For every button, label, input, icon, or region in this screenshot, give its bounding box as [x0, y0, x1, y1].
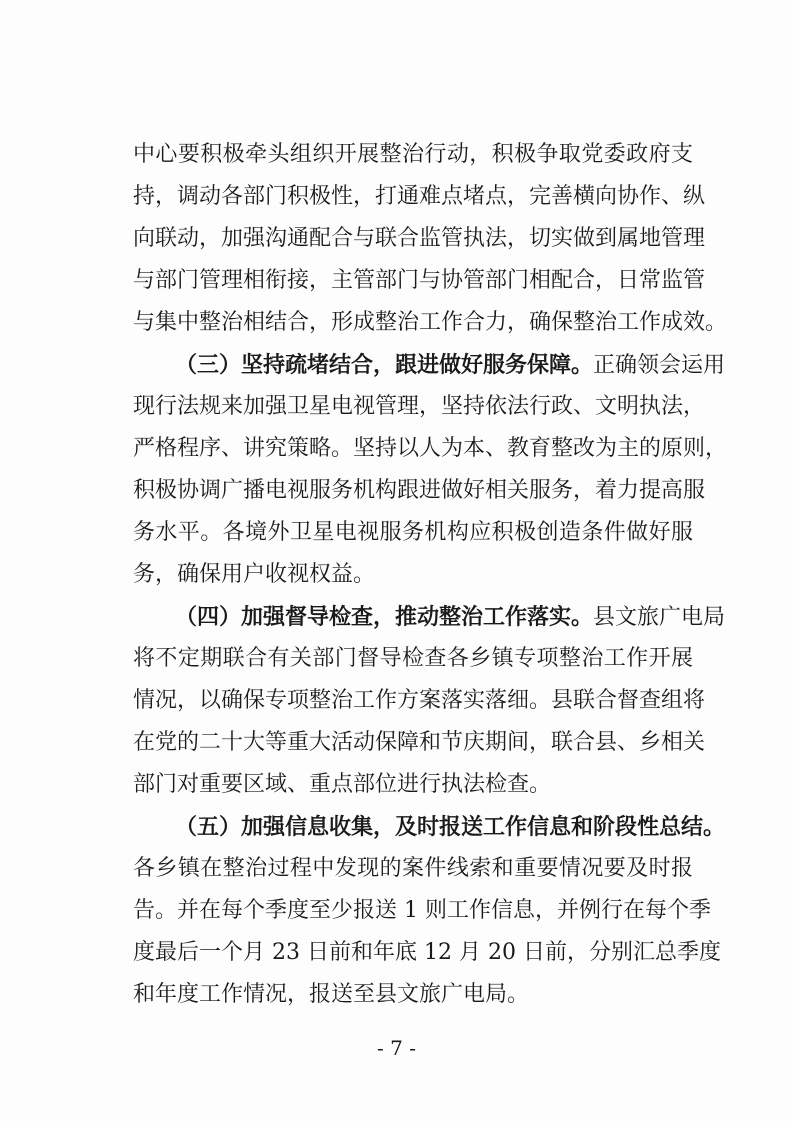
body-line: 积极协调广播电视服务机构跟进做好相关服务，着力提高服 — [133, 478, 706, 503]
body-line: 严格程序、讲究策略。坚持以人为本、教育整改为主的原则， — [133, 436, 728, 461]
section-text: 正确领会运用 — [593, 353, 726, 378]
body-line: 持，调动各部门积极性，打通难点堵点，完善横向协作、纵 — [133, 184, 706, 209]
section-text: 县文旅广电局 — [593, 605, 726, 630]
section-first-line — [175, 346, 726, 384]
section-heading-5: （五）加强信息收集，及时报送工作信息和阶段性总结。 — [175, 814, 726, 840]
body-line: 在党的二十大等重大活动保障和节庆期间，联合县、乡相关 — [133, 730, 706, 755]
body-line: 与部门管理相衔接，主管部门与协管部门相配合，日常监管 — [133, 268, 706, 293]
body-line: 现行法规来加强卫星电视管理，坚持依法行政、文明执法， — [133, 394, 706, 419]
body-line: 和年度工作情况，报送至县文旅广电局。 — [133, 982, 530, 1007]
section-first-line — [175, 808, 726, 846]
body-line: 将不定期联合有关部门督导检查各乡镇专项整治工作开展 — [133, 646, 693, 671]
body-line: 向联动，加强沟通配合与联合监管执法，切实做到属地管理 — [133, 226, 706, 251]
body-line: 各乡镇在整治过程中发现的案件线索和重要情况要及时报 — [133, 856, 693, 881]
section-heading-3: （三）坚持疏堵结合，跟进做好服务保障。 — [175, 352, 594, 378]
body-line: 告。并在每个季度至少报送 1 则工作信息，并例行在每个季 — [133, 898, 711, 923]
body-line: 务，确保用户收视权益。 — [133, 562, 376, 587]
body-line: 与集中整治相结合，形成整治工作合力，确保整治工作成效。 — [133, 310, 728, 335]
page-number: - 7 - — [377, 1036, 416, 1060]
section-heading-4: （四）加强督导检查，推动整治工作落实。 — [175, 604, 594, 630]
body-line: 中心要积极牵头组织开展整治行动，积极争取党委政府支 — [133, 142, 693, 167]
body-line: 务水平。各境外卫星电视服务机构应积极创造条件做好服 — [133, 520, 693, 545]
body-line: 度最后一个月 23 日前和年底 12 月 20 日前，分别汇总季度 — [133, 940, 721, 965]
body-line: 情况，以确保专项整治工作方案落实落细。县联合督查组将 — [133, 688, 706, 713]
section-first-line — [175, 598, 726, 636]
body-line: 部门对重要区域、重点部位进行执法检查。 — [133, 772, 552, 797]
